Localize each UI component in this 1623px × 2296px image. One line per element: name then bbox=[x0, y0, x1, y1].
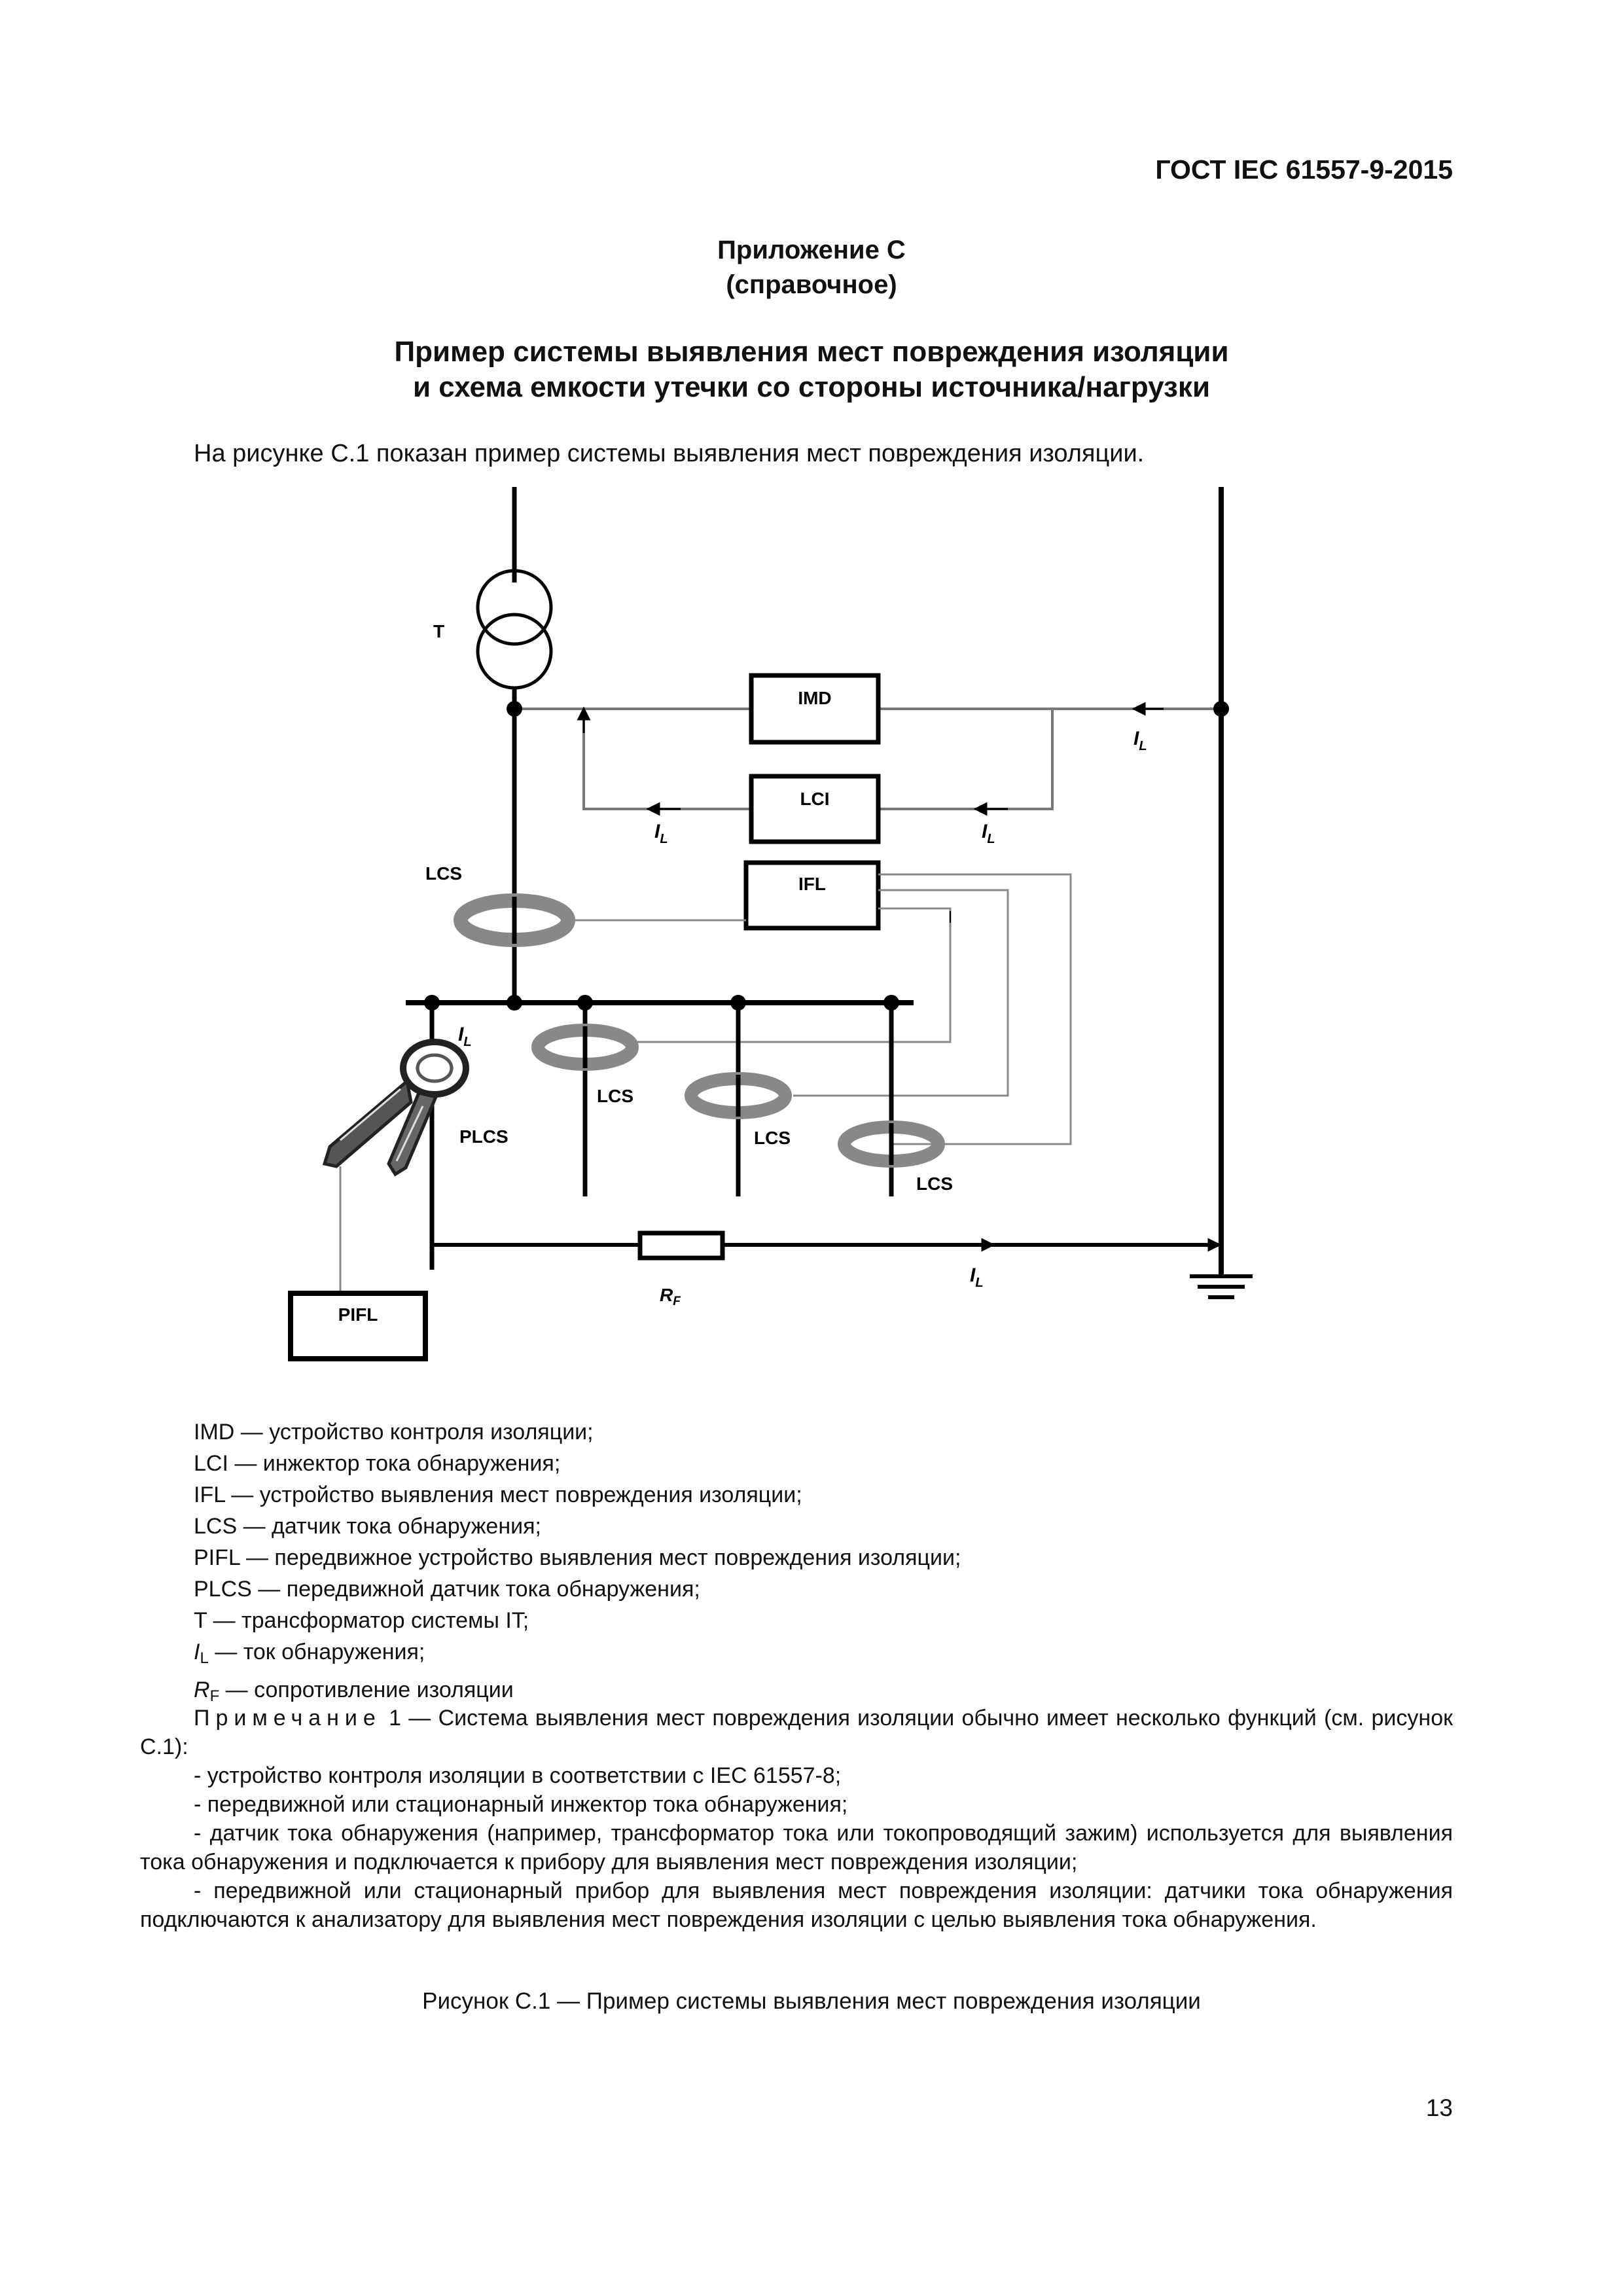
legend-il-text: — ток обнаружения; bbox=[208, 1640, 425, 1664]
legend-t: T — трансформатор системы IT; bbox=[194, 1608, 529, 1633]
fault-resistor bbox=[640, 1233, 722, 1258]
figure-caption: Рисунок С.1 — Пример системы выявления мест повреждения изоляции bbox=[422, 1988, 1201, 2014]
note-intro bbox=[140, 1704, 1453, 1761]
rf-label bbox=[660, 1285, 681, 1308]
legend-pifl: PIFL — передвижное устройство выявления мест повреждения изоляции; bbox=[194, 1545, 961, 1570]
bus-node-main bbox=[507, 995, 522, 1011]
node-earth bbox=[1213, 701, 1229, 717]
annex-title: Приложение С bbox=[717, 236, 906, 264]
il-symbol: I bbox=[970, 1265, 976, 1286]
legend-lci: LCI — инжектор тока обнаружения; bbox=[194, 1451, 561, 1476]
legend-ifl: IFL — устройство выявления мест повреждения изоляции; bbox=[194, 1482, 802, 1507]
legend bbox=[194, 1416, 961, 1712]
il-label-plcs bbox=[458, 1024, 472, 1049]
legend-rf-text: — сопротивление изоляции bbox=[219, 1677, 514, 1702]
page-number: 13 bbox=[1425, 2094, 1453, 2121]
annex-status: (справочное) bbox=[726, 270, 897, 299]
section-title-line2: и схема емкости утечки со стороны источника/нагрузки bbox=[412, 371, 1210, 403]
note-item: - передвижной или стационарный инжектор тока обнаружения; bbox=[194, 1792, 848, 1817]
pifl-label: PIFL bbox=[338, 1304, 378, 1325]
imd-box bbox=[751, 675, 878, 742]
legend-il-subscript: L bbox=[200, 1649, 209, 1667]
note-item: - устройство контроля изоляции в соответствии с IEC 61557-8; bbox=[194, 1763, 842, 1788]
plcs-label: PLCS bbox=[459, 1126, 508, 1147]
rf-symbol: R bbox=[660, 1285, 673, 1305]
legend-il-symbol: I bbox=[194, 1640, 200, 1664]
legend-plcs: PLCS — передвижной датчик тока обнаружения; bbox=[194, 1577, 700, 1602]
note-item: - передвижной или стационарный прибор для выявления мест повреждения изоляции: датчики тока обнаружения подключаются к анализатору для выявления мест повреждения изоляции с целью выявления тока обнаружения. bbox=[140, 1878, 1453, 1932]
rf-subscript: F bbox=[673, 1295, 681, 1308]
legend-rf-subscript: F bbox=[209, 1687, 220, 1705]
il-label-imd bbox=[1133, 728, 1147, 753]
ifl-wire-lcs3 bbox=[878, 874, 1071, 1144]
lci-label: LCI bbox=[800, 789, 830, 809]
il-subscript: L bbox=[1139, 739, 1147, 753]
note bbox=[140, 1704, 1453, 1934]
note-label: Примечание bbox=[194, 1706, 382, 1731]
ifl-label: IFL bbox=[798, 874, 826, 894]
legend-il bbox=[194, 1636, 961, 1674]
il-symbol: I bbox=[458, 1024, 464, 1045]
ifl-box bbox=[746, 863, 878, 928]
section-title-line1: Пример системы выявления мест повреждения изоляции bbox=[394, 336, 1229, 368]
lcs-label-3: LCS bbox=[916, 1174, 953, 1194]
il-label-fault bbox=[970, 1265, 984, 1290]
il-subscript: L bbox=[463, 1035, 472, 1049]
il-subscript: L bbox=[975, 1276, 984, 1290]
lcs-label-main: LCS bbox=[425, 863, 462, 884]
lcs-label-1: LCS bbox=[597, 1086, 633, 1106]
plcs-clamp bbox=[325, 1042, 466, 1174]
legend-imd: IMD — устройство контроля изоляции; bbox=[194, 1420, 594, 1444]
node-transformer bbox=[507, 701, 522, 717]
transformer-coil-lower bbox=[478, 615, 551, 688]
intro-paragraph: На рисунке С.1 показан пример системы выявления мест повреждения изоляции. bbox=[194, 440, 1145, 467]
lcs-label-2: LCS bbox=[754, 1128, 791, 1148]
note-intro-text: 1 — Система выявления мест повреждения изоляции обычно имеет несколько функций (см. рисунок С.1): bbox=[140, 1706, 1453, 1759]
il-symbol: I bbox=[654, 821, 660, 842]
legend-lcs: LCS — датчик тока обнаружения; bbox=[194, 1514, 541, 1539]
ground-icon bbox=[1190, 1276, 1253, 1297]
transformer-label: T bbox=[433, 621, 445, 641]
pifl-box bbox=[291, 1293, 425, 1359]
lci-box bbox=[751, 776, 878, 842]
il-symbol: I bbox=[1133, 728, 1139, 749]
il-subscript: L bbox=[660, 832, 668, 846]
il-label-lci-left bbox=[654, 821, 668, 846]
il-symbol: I bbox=[982, 821, 988, 842]
legend-rf-symbol: R bbox=[194, 1677, 210, 1702]
note-item: - датчик тока обнаружения (например, трансформатор тока или токопроводящий зажим) используется для выявления тока обнаружения и подключается к прибору для выявления мест повреждения изоляции; bbox=[140, 1821, 1453, 1874]
il-subscript: L bbox=[987, 832, 995, 846]
standard-number: ГОСТ IEC 61557-9-2015 bbox=[1155, 154, 1453, 185]
imd-label: IMD bbox=[798, 688, 832, 708]
il-label-lci-right bbox=[982, 821, 995, 846]
